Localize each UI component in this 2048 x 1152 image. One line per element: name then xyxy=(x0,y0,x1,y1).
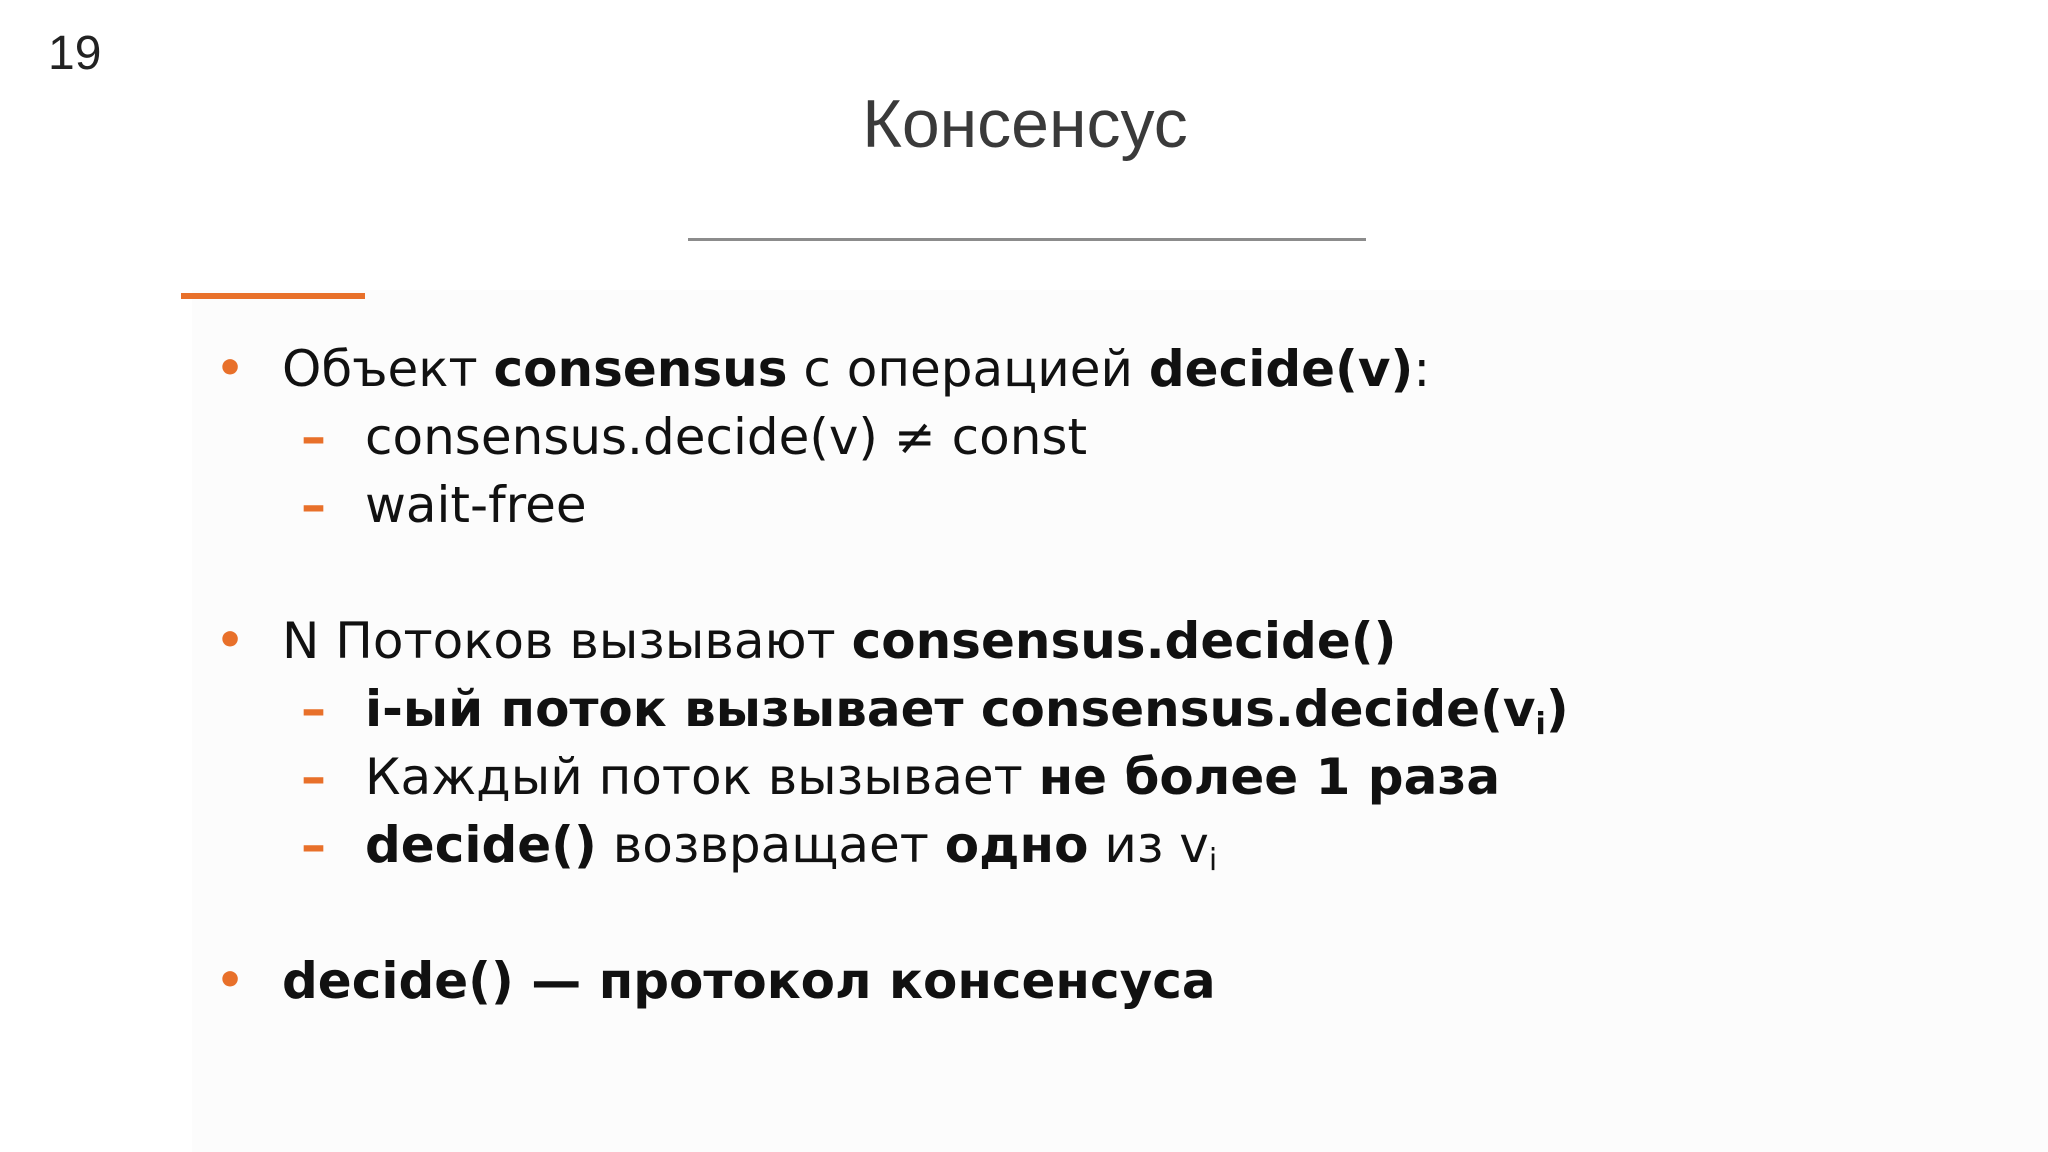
text-bold: не более 1 раза xyxy=(1038,748,1501,806)
dash-marker: – xyxy=(301,680,326,738)
subbullet-not-const xyxy=(301,405,1088,469)
text-bold: i-ый поток вызывает consensus.decide(v xyxy=(365,680,1536,738)
slide-number: 19 xyxy=(48,27,102,80)
dash-marker: – xyxy=(301,408,326,466)
text-bold: одно xyxy=(944,816,1089,874)
text: с операцией xyxy=(787,340,1149,398)
text-bold: decide() xyxy=(365,816,597,874)
bullet-n-threads xyxy=(216,609,1397,673)
subbullet-wait-free xyxy=(301,473,587,537)
text: : xyxy=(1413,340,1431,398)
subbullet-once xyxy=(301,745,1501,809)
subbullet-ith-thread xyxy=(301,677,1569,742)
text: Объект xyxy=(282,340,494,398)
subscript: i xyxy=(1535,707,1546,742)
text-bold: consensus xyxy=(493,340,788,398)
text: Каждый поток вызывает xyxy=(365,748,1039,806)
text-bold: decide(v) xyxy=(1148,340,1414,398)
text-bold: consensus.decide() xyxy=(851,612,1397,670)
bullet-marker: • xyxy=(216,615,245,666)
dash-marker: – xyxy=(301,816,326,874)
bullet-protocol xyxy=(216,949,1216,1013)
dash-marker: – xyxy=(301,748,326,806)
slide-title: Консенсус xyxy=(862,86,1188,162)
bullet-marker: • xyxy=(216,343,245,394)
text: возвращает xyxy=(596,816,945,874)
bullet-consensus-object xyxy=(216,337,1431,401)
text-bold: decide() — протокол консенсуса xyxy=(282,952,1216,1010)
text: из v xyxy=(1088,816,1209,874)
text: consensus.decide(v) ≠ const xyxy=(365,408,1088,466)
text: N Потоков вызывают xyxy=(282,612,852,670)
bullet-marker: • xyxy=(216,955,245,1006)
subbullet-returns-one xyxy=(301,813,1218,878)
subscript: i xyxy=(1208,843,1218,878)
text: wait-free xyxy=(365,476,587,534)
dash-marker: – xyxy=(301,476,326,534)
text-bold: ) xyxy=(1545,680,1569,738)
